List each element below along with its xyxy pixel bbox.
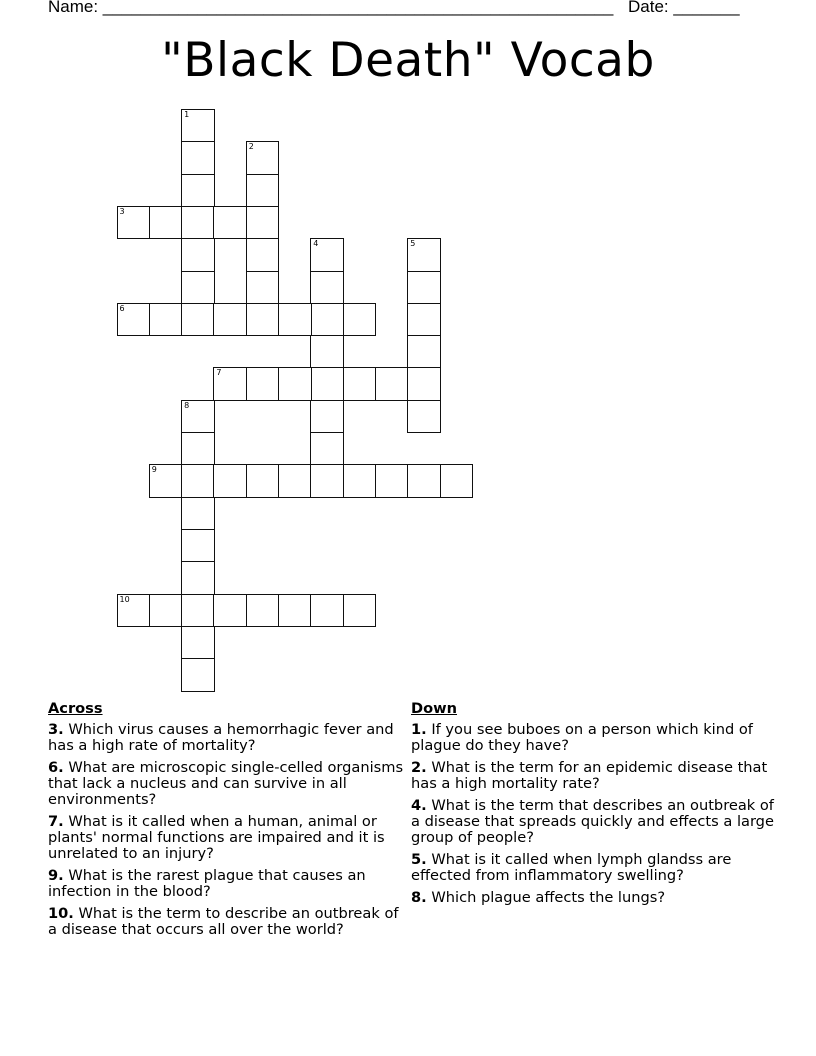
clue-across-9 — [48, 868, 408, 900]
clue-text: Which virus causes a hemorrhagic fever and has a high rate of mortality? — [48, 721, 394, 754]
grid-cell[interactable] — [343, 464, 377, 498]
name-field[interactable]: Name: ______________________________________________________ — [48, 0, 614, 16]
grid-cell[interactable] — [149, 206, 183, 240]
grid-cell[interactable] — [149, 303, 183, 337]
grid-cell[interactable] — [310, 367, 344, 401]
clue-text: What is it called when a human, animal or plants' normal functions are impaired and it is unrelated to an injury? — [48, 813, 385, 862]
grid-cell[interactable] — [246, 238, 280, 272]
grid-cell[interactable] — [310, 594, 344, 628]
clue-down-2 — [411, 760, 781, 792]
grid-cell[interactable] — [213, 303, 247, 337]
clue-number-label: 2 — [248, 142, 254, 152]
grid-cell[interactable] — [149, 594, 183, 628]
down-clues — [411, 701, 781, 912]
grid-cell[interactable] — [181, 497, 215, 531]
grid-cell[interactable] — [343, 367, 377, 401]
grid-cell[interactable] — [310, 464, 344, 498]
grid-cell[interactable] — [246, 594, 280, 628]
grid-cell[interactable] — [310, 432, 344, 466]
grid-cell[interactable] — [407, 335, 441, 369]
clue-number-label: 10 — [119, 594, 130, 604]
grid-cell[interactable] — [278, 303, 312, 337]
clue-text: If you see buboes on a person which kind of plague do they have? — [411, 721, 753, 754]
grid-cell[interactable] — [181, 529, 215, 563]
clue-down-5 — [411, 852, 781, 884]
clue-number-label: 5 — [410, 239, 416, 249]
grid-cell[interactable] — [246, 206, 280, 240]
grid-cell[interactable] — [181, 432, 215, 466]
grid-cell[interactable] — [310, 271, 344, 305]
grid-cell[interactable] — [246, 271, 280, 305]
grid-cell[interactable] — [278, 594, 312, 628]
clue-number: 5. — [411, 851, 427, 868]
grid-cell[interactable] — [213, 206, 247, 240]
grid-cell[interactable] — [407, 238, 441, 272]
clue-down-4 — [411, 798, 781, 846]
grid-cell[interactable] — [407, 464, 441, 498]
clue-number: 10. — [48, 905, 74, 922]
clue-number-label: 8 — [184, 400, 190, 410]
grid-cell[interactable] — [310, 400, 344, 434]
clue-across-10 — [48, 906, 408, 938]
grid-cell[interactable] — [310, 303, 344, 337]
grid-cell[interactable] — [213, 594, 247, 628]
clue-number-label: 3 — [119, 206, 125, 216]
grid-cell[interactable] — [246, 141, 280, 175]
clue-number: 7. — [48, 813, 64, 830]
clue-number: 1. — [411, 721, 427, 738]
grid-cell[interactable] — [181, 464, 215, 498]
grid-cell[interactable] — [440, 464, 474, 498]
grid-cell[interactable] — [181, 141, 215, 175]
grid-cell[interactable] — [375, 464, 409, 498]
grid-cell[interactable] — [278, 464, 312, 498]
clue-text: What are microscopic single-celled organisms that lack a nucleus and can survive in all environments? — [48, 759, 404, 808]
across-clues — [48, 701, 408, 944]
grid-cell[interactable] — [117, 206, 151, 240]
grid-cell[interactable] — [181, 271, 215, 305]
grid-cell[interactable] — [213, 367, 247, 401]
clue-text: What is it called when lymph glandss are effected from inflammatory swelling? — [411, 851, 732, 884]
clue-text: What is the rarest plague that causes an infection in the blood? — [48, 867, 366, 900]
down-heading: Down — [411, 700, 458, 717]
clue-text: What is the term that describes an outbreak of a disease that spreads quickly and effects a large group of people? — [411, 797, 774, 846]
grid-cell[interactable] — [375, 367, 409, 401]
grid-cell[interactable] — [181, 400, 215, 434]
grid-cell[interactable] — [149, 464, 183, 498]
clue-number-label: 1 — [184, 110, 190, 119]
grid-cell[interactable] — [181, 658, 215, 692]
grid-cell[interactable] — [213, 464, 247, 498]
grid-cell[interactable] — [181, 238, 215, 272]
page-title: "Black Death" Vocab — [161, 33, 655, 88]
grid-cell[interactable] — [343, 594, 377, 628]
grid-cell[interactable] — [246, 303, 280, 337]
grid-cell[interactable] — [181, 206, 215, 240]
clue-across-3 — [48, 722, 408, 754]
grid-cell[interactable] — [407, 367, 441, 401]
clue-down-1 — [411, 722, 781, 754]
grid-cell[interactable] — [181, 626, 215, 660]
grid-cell[interactable] — [246, 464, 280, 498]
clue-number: 4. — [411, 797, 427, 814]
grid-cell[interactable] — [310, 335, 344, 369]
grid-cell[interactable] — [310, 238, 344, 272]
clue-across-7 — [48, 814, 408, 862]
grid-cell[interactable] — [278, 367, 312, 401]
clue-number-label: 4 — [313, 239, 319, 249]
clue-text: What is the term to describe an outbreak of a disease that occurs all over the world? — [48, 905, 399, 938]
clue-number-label: 9 — [151, 465, 157, 475]
grid-cell[interactable] — [181, 109, 215, 143]
across-heading: Across — [48, 700, 103, 717]
grid-cell[interactable] — [407, 271, 441, 305]
grid-cell[interactable] — [407, 400, 441, 434]
grid-cell[interactable] — [343, 303, 377, 337]
grid-cell[interactable] — [117, 303, 151, 337]
clue-across-6 — [48, 760, 408, 808]
clue-number: 9. — [48, 867, 64, 884]
grid-cell[interactable] — [407, 303, 441, 337]
grid-cell[interactable] — [181, 561, 215, 595]
clue-number: 8. — [411, 889, 427, 906]
clue-number-label: 7 — [216, 368, 222, 378]
clue-number: 3. — [48, 721, 64, 738]
date-field[interactable]: Date: _______ — [628, 0, 740, 16]
grid-cell[interactable] — [181, 594, 215, 628]
grid-cell[interactable] — [181, 303, 215, 337]
clue-text: What is the term for an epidemic disease that has a high mortality rate? — [411, 759, 768, 792]
clue-text: Which plague affects the lungs? — [431, 889, 666, 906]
grid-cell[interactable] — [181, 174, 215, 208]
grid-cell[interactable] — [246, 174, 280, 208]
clue-down-8 — [411, 890, 781, 906]
grid-cell[interactable] — [246, 367, 280, 401]
clue-number: 6. — [48, 759, 64, 776]
grid-cell[interactable] — [117, 594, 151, 628]
clue-number: 2. — [411, 759, 427, 776]
clue-number-label: 6 — [119, 303, 125, 313]
